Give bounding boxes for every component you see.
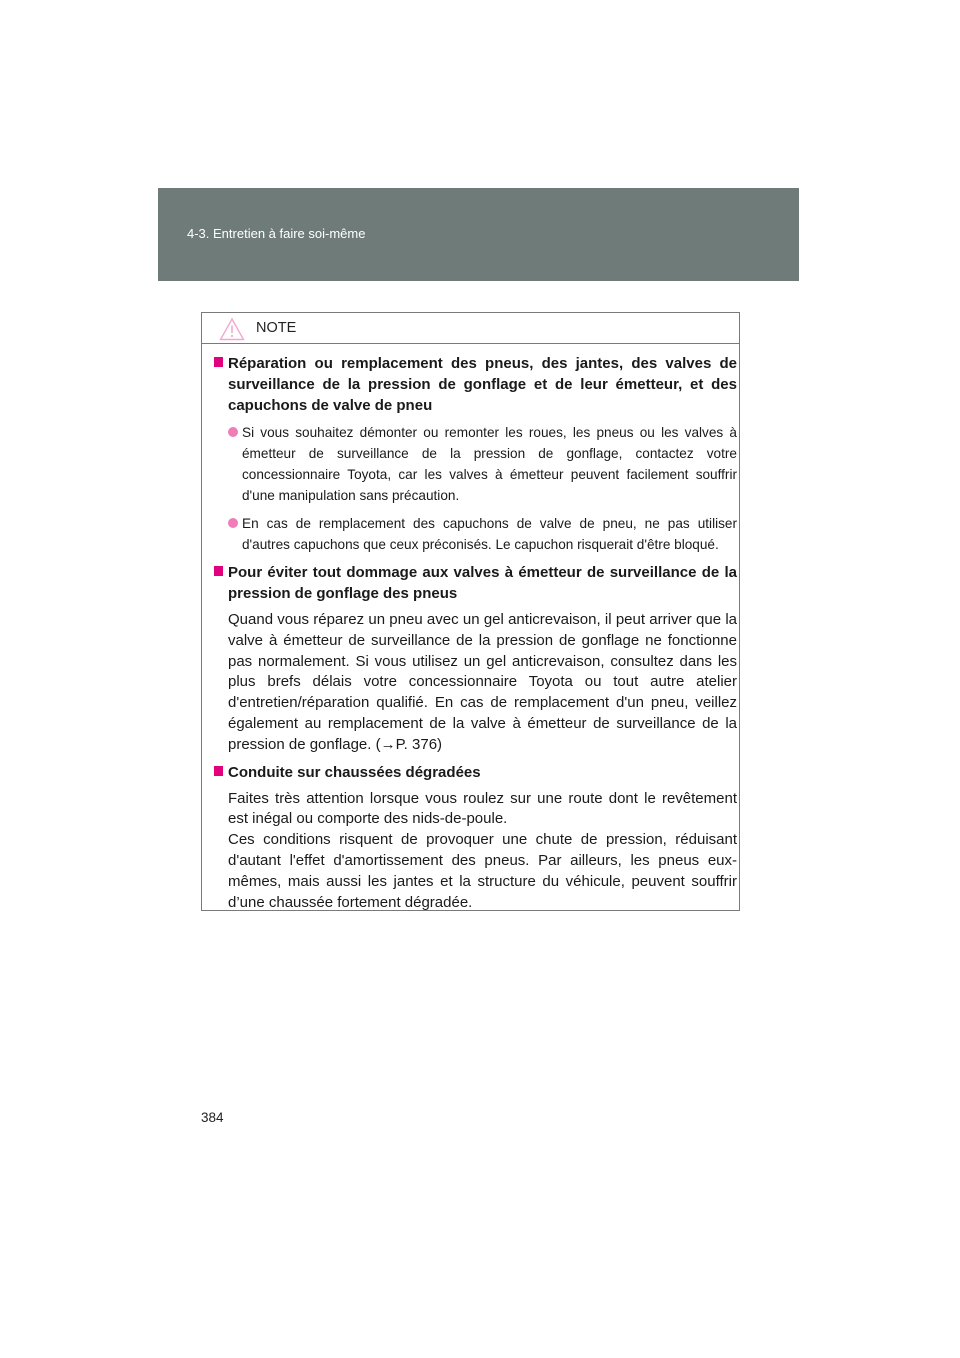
- section-heading-text: Réparation ou remplacement des pneus, des jantes, des valves de surveillance de la pression de gonflage et de leur émetteur, et des capuchons de valve de pneu: [228, 355, 737, 414]
- note-content: [214, 353, 737, 919]
- paragraph: Ces conditions risquent de provoquer une chute de pression, réduisant d'autant l'effet d'amortissement des pneus. Par ailleurs, les pneus eux-mêmes, mais aussi les jantes et la structure du véhicule, peuvent souffrir d’une chaussée fortement dégradée.: [228, 831, 737, 911]
- bullet-item: [214, 422, 737, 506]
- section-heading: [214, 562, 737, 604]
- note-label: NOTE: [256, 320, 297, 336]
- section-heading: [214, 762, 737, 783]
- circle-bullet-icon: [228, 427, 238, 437]
- bullet-text: Si vous souhaitez démonter ou remonter les roues, les pneus ou les valves à émetteur de surveillance de la pression de gonflage, contactez votre concessionnaire Toyota, car les valves à émetteur peuvent facilement souffrir d'une manipulation sans précaution.: [242, 425, 737, 503]
- paragraph: Faites très attention lorsque vous roulez sur une route dont le revêtement est inégal ou comporte des nids-de-poule.: [228, 789, 737, 828]
- page-number: 384: [201, 1110, 224, 1125]
- section-heading-text: Conduite sur chaussées dégradées: [228, 763, 481, 781]
- note-header: [202, 313, 739, 344]
- warning-triangle-icon: [219, 317, 245, 341]
- bullet-item: [214, 513, 737, 555]
- section-heading: [214, 353, 737, 416]
- paragraph: Quand vous réparez un pneu avec un gel anticrevaison, il peut arriver que la valve à émetteur de surveillance de la pression de gonflage ne fonctionne pas normalement. Si vous utilisez un gel anticrevaison, consultez dans les plus brefs délais votre concessionnaire Toyota ou tout autre atelier d'entretien/réparation qualifié. En cas de remplacement d'un pneu, veillez également au remplacement de la valve à émetteur de surveillance de la pression de gonflage. (→P. 376): [228, 611, 737, 753]
- circle-bullet-icon: [228, 518, 238, 528]
- bullet-text: En cas de remplacement des capuchons de valve de pneu, ne pas utiliser d'autres capuchons que ceux préconisés. Le capuchon risquerait d'être bloqué.: [242, 516, 737, 552]
- section-title: 4-3. Entretien à faire soi-même: [187, 226, 366, 241]
- square-bullet-icon: [214, 766, 223, 776]
- square-bullet-icon: [214, 357, 223, 367]
- square-bullet-icon: [214, 566, 223, 576]
- section-heading-text: Pour éviter tout dommage aux valves à émetteur de surveillance de la pression de gonflage des pneus: [228, 564, 737, 602]
- section-header-bar: [158, 188, 799, 281]
- note-box: [201, 312, 740, 911]
